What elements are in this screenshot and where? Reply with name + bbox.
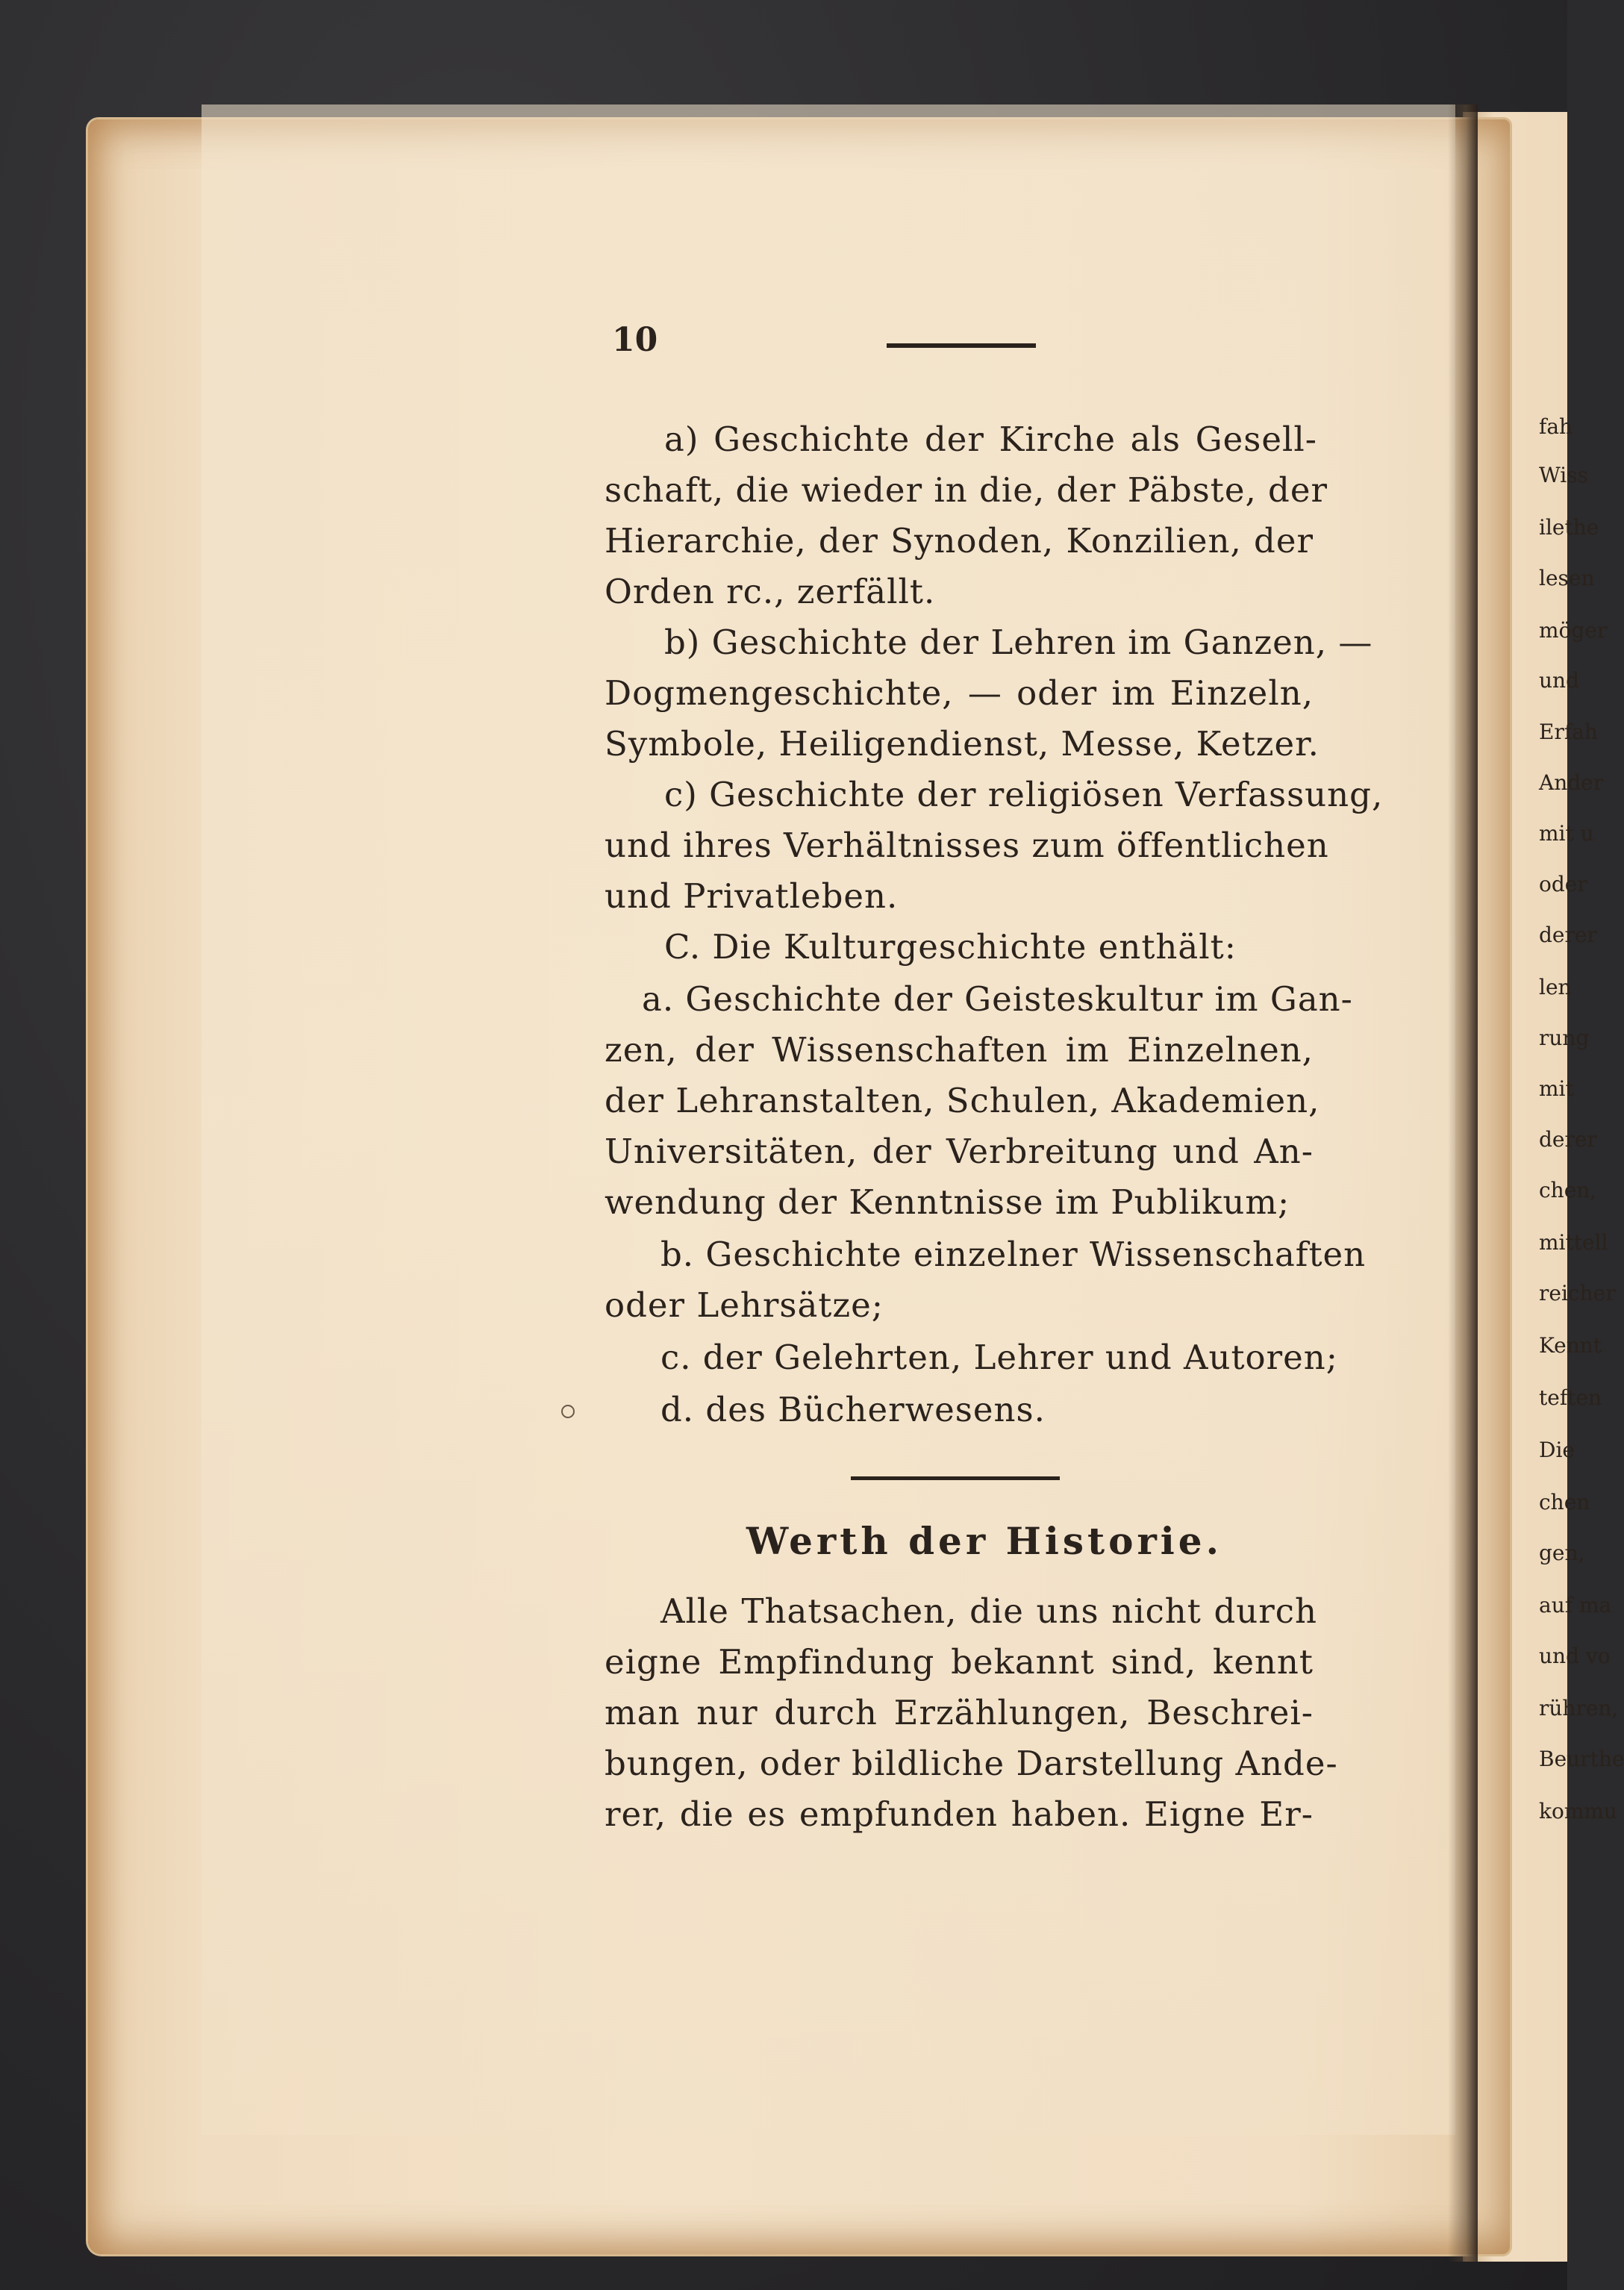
text-line: und Privatleben. bbox=[605, 876, 899, 916]
right-page-fragment: Beurthe bbox=[1539, 1747, 1624, 1771]
text-line: Dogmengeschichte, — oder im Einzeln, bbox=[605, 673, 1314, 713]
right-page-fragment: Kennt bbox=[1539, 1333, 1602, 1358]
right-page-fragment: mittell bbox=[1539, 1230, 1608, 1255]
text-line: wendung der Kenntnisse im Publikum; bbox=[605, 1182, 1290, 1222]
right-page-fragment: ilethe bbox=[1539, 515, 1599, 540]
right-page-fragment: chen bbox=[1539, 1490, 1590, 1514]
text-line: der Lehranstalten, Schulen, Akademien, bbox=[605, 1081, 1320, 1120]
section-heading: Werth der Historie. bbox=[746, 1519, 1222, 1563]
right-page-fragment: gen, bbox=[1539, 1541, 1585, 1565]
right-page-fragment: kommu bbox=[1539, 1799, 1617, 1823]
text-line: d. des Bücherwesens. bbox=[660, 1390, 1046, 1429]
section-rule bbox=[851, 1476, 1060, 1480]
text-line: c) Geschichte der religiösen Verfassung, bbox=[664, 775, 1384, 814]
right-page-fragment: mit u bbox=[1539, 821, 1594, 846]
text-line: b. Geschichte einzelner Wissenschaften bbox=[660, 1235, 1367, 1274]
right-page-fragment: mit bbox=[1539, 1076, 1574, 1101]
text-line: Orden rc., zerfällt. bbox=[605, 572, 936, 611]
text-line: C. Die Kulturgeschichte enthält: bbox=[664, 927, 1237, 967]
text-line: bungen, oder bildliche Darstellung Ande- bbox=[605, 1744, 1338, 1783]
text-line: rer, die es empfunden haben. Eigne Er- bbox=[605, 1794, 1314, 1834]
right-page-fragment: und bbox=[1539, 668, 1579, 693]
text-line: eigne Empfindung bekannt sind, kennt bbox=[605, 1642, 1314, 1682]
right-page-fragment: rühren, bbox=[1539, 1696, 1619, 1720]
right-page-fragment: Ander bbox=[1539, 770, 1604, 795]
right-page-fragment: und vo bbox=[1539, 1644, 1611, 1668]
text-line: Hierarchie, der Synoden, Konzilien, der bbox=[605, 521, 1314, 561]
right-page-fragment: Wiss bbox=[1539, 463, 1588, 487]
text-line: Universitäten, der Verbreitung und An- bbox=[605, 1132, 1314, 1171]
right-page-fragment: derer bbox=[1539, 1127, 1597, 1152]
text-line: und ihres Verhältnisses zum öffentlichen bbox=[605, 826, 1329, 865]
right-page-fragment: auf ma bbox=[1539, 1593, 1612, 1617]
right-page-fragment: fah bbox=[1539, 414, 1573, 439]
text-line: man nur durch Erzählungen, Beschrei- bbox=[605, 1693, 1314, 1732]
text-line: c. der Gelehrten, Lehrer und Autoren; bbox=[660, 1338, 1338, 1377]
right-page-fragment: lesen bbox=[1539, 566, 1595, 590]
text-line: a) Geschichte der Kirche als Gesell- bbox=[664, 419, 1317, 459]
right-page-fragment: Die bbox=[1539, 1438, 1575, 1462]
right-page-fragment: len bbox=[1539, 975, 1572, 999]
text-line: b) Geschichte der Lehren im Ganzen, — bbox=[664, 623, 1373, 662]
text-line: oder Lehrsätze; bbox=[605, 1285, 884, 1325]
text-line: schaft, die wieder in die, der Päbste, der bbox=[605, 470, 1328, 510]
book-gutter bbox=[1448, 104, 1478, 2262]
text-line: a. Geschichte der Geisteskultur im Gan- bbox=[642, 979, 1353, 1019]
right-page-fragment: rung bbox=[1539, 1026, 1590, 1050]
page-number: 10 bbox=[612, 321, 658, 359]
header-rule bbox=[887, 343, 1036, 348]
text-line: zen, der Wissenschaften im Einzelnen, bbox=[605, 1030, 1314, 1070]
right-page-fragment: Erfah bbox=[1539, 720, 1598, 744]
text-line: Symbole, Heiligendienst, Messe, Ketzer. bbox=[605, 724, 1320, 764]
right-page-fragment: reicher bbox=[1539, 1281, 1616, 1305]
right-page-fragment: chen, bbox=[1539, 1178, 1597, 1202]
right-page-fragment: möger bbox=[1539, 618, 1608, 643]
right-page-fragment: teften bbox=[1539, 1385, 1602, 1410]
right-page-fragment: oder bbox=[1539, 872, 1587, 896]
stain-dot bbox=[561, 1405, 575, 1418]
text-line: Alle Thatsachen, die uns nicht durch bbox=[660, 1591, 1317, 1631]
right-page-fragment: derer bbox=[1539, 923, 1597, 947]
